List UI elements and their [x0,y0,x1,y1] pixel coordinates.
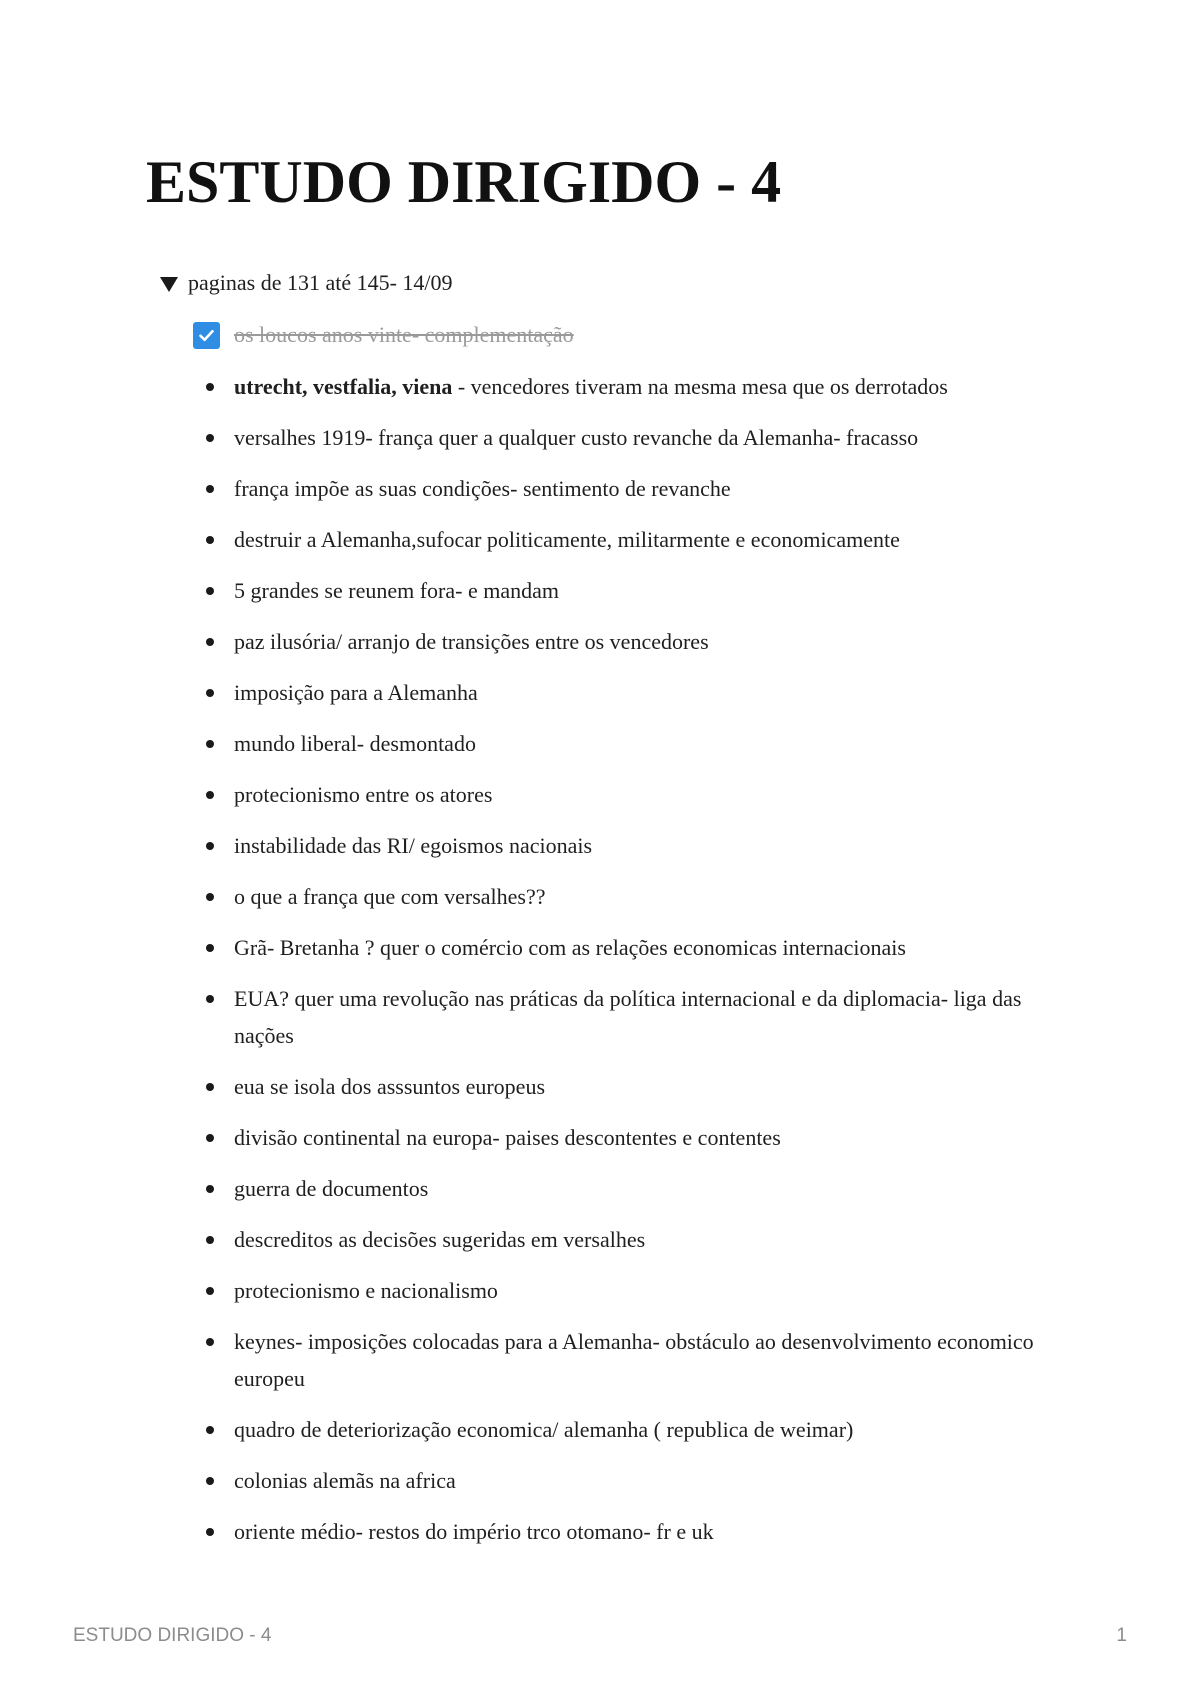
bullet-dot-icon [206,1236,214,1244]
todo-label: os loucos anos vinte- complementação [234,322,574,347]
bullet-dot-icon [206,1528,214,1536]
list-item-text: versalhes 1919- frança quer a qualquer custo revanche da Alemanha- fracasso [234,425,919,450]
list-item-text: divisão continental na europa- paises descontentes e contentes [234,1125,781,1150]
checkmark-icon [197,326,216,345]
list-item [190,470,1050,507]
bullet-dot-icon [206,434,214,442]
bullet-dot-icon [206,1287,214,1295]
list-item-text: imposição para a Alemanha [234,680,478,705]
list-item [190,1323,1050,1397]
list-item [190,1119,1050,1156]
bullet-dot-icon [206,383,214,391]
list-item-text: oriente médio- restos do império trco otomano- fr e uk [234,1519,714,1544]
list-item-text: paz ilusória/ arranjo de transições entre os vencedores [234,629,709,654]
list-item-text: 5 grandes se reunem fora- e mandam [234,578,559,603]
bullet-dot-icon [206,638,214,646]
list-item [190,827,1050,864]
list-item [190,1411,1050,1448]
bullet-list [190,368,1050,1564]
list-item [190,1221,1050,1258]
list-item [190,725,1050,762]
list-item-text: descreditos as decisões sugeridas em versalhes [234,1227,646,1252]
todo-item[interactable] [193,320,574,350]
list-item-text: Grã- Bretanha ? quer o comércio com as relações economicas internacionais [234,935,906,960]
bullet-dot-icon [206,485,214,493]
bullet-dot-icon [206,995,214,1003]
list-item-text: frança impõe as suas condições- sentimento de revanche [234,476,731,501]
list-item [190,776,1050,813]
list-item [190,623,1050,660]
list-item-text: destruir a Alemanha,sufocar politicamente, militarmente e economicamente [234,527,900,552]
bullet-dot-icon [206,587,214,595]
list-item-text: eua se isola dos asssuntos europeus [234,1074,546,1099]
list-item-text: o que a frança que com versalhes?? [234,884,546,909]
list-item-text: - vencedores tiveram na mesma mesa que os derrotados [452,374,948,399]
bullet-dot-icon [206,740,214,748]
list-item [190,572,1050,609]
bullet-dot-icon [206,791,214,799]
list-item-text: EUA? quer uma revolução nas práticas da política internacional e da diplomacia- liga das nações [234,986,1022,1048]
list-item [190,1462,1050,1499]
list-item-bold-text: utrecht, vestfalia, viena [234,374,453,399]
bullet-dot-icon [206,944,214,952]
footer-title: ESTUDO DIRIGIDO - 4 [73,1625,272,1646]
page-title: ESTUDO DIRIGIDO - 4 [146,149,782,215]
list-item-text: mundo liberal- desmontado [234,731,476,756]
checkbox-checked-icon[interactable] [193,322,220,349]
bullet-dot-icon [206,842,214,850]
bullet-dot-icon [206,1426,214,1434]
list-item-text: protecionismo e nacionalismo [234,1278,498,1303]
toggle-triangle-icon[interactable] [160,277,178,292]
list-item-text: protecionismo entre os atores [234,782,493,807]
list-item-text: instabilidade das RI/ egoismos nacionais [234,833,593,858]
list-item [190,674,1050,711]
list-item [190,980,1050,1054]
list-item [190,419,1050,456]
list-item [190,878,1050,915]
bullet-dot-icon [206,689,214,697]
list-item [190,1068,1050,1105]
list-item [190,521,1050,558]
list-item [190,929,1050,966]
toggle-block[interactable] [160,268,453,298]
bullet-dot-icon [206,1338,214,1346]
bullet-dot-icon [206,1477,214,1485]
list-item-text: quadro de deteriorização economica/ alemanha ( republica de weimar) [234,1417,854,1442]
list-item-text: keynes- imposições colocadas para a Alemanha- obstáculo ao desenvolvimento economico europeu [234,1329,1034,1391]
bullet-dot-icon [206,1134,214,1142]
list-item-text: guerra de documentos [234,1176,429,1201]
list-item [190,1170,1050,1207]
bullet-dot-icon [206,893,214,901]
list-item [190,368,1050,405]
list-item-text: colonias alemãs na africa [234,1468,456,1493]
list-item [190,1513,1050,1550]
toggle-label: paginas de 131 até 145- 14/09 [188,270,453,295]
list-item [190,1272,1050,1309]
bullet-dot-icon [206,1083,214,1091]
bullet-dot-icon [206,536,214,544]
footer-page-number: 1 [1116,1625,1127,1646]
bullet-dot-icon [206,1185,214,1193]
